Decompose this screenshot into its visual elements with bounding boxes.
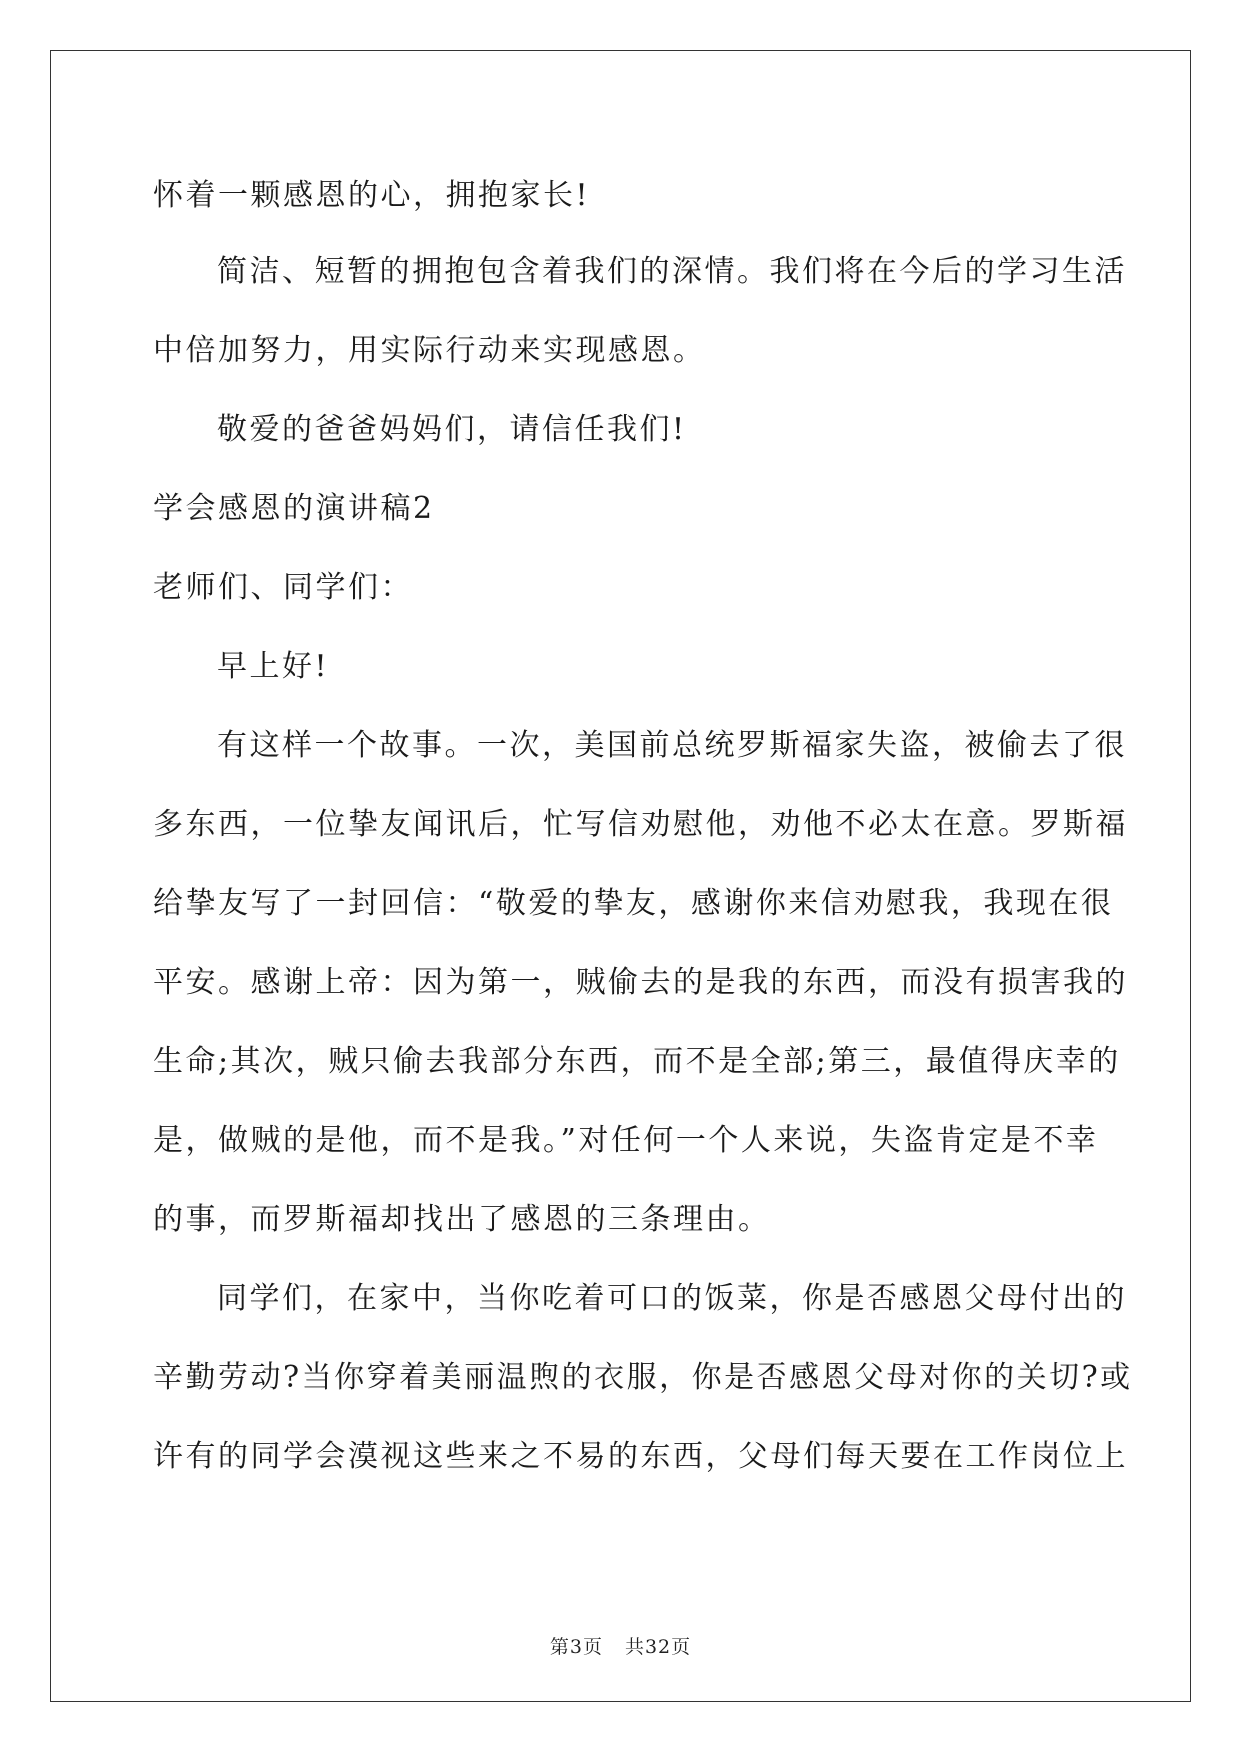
paragraph-line: 的事，而罗斯福却找出了感恩的三条理由。 [153, 1202, 771, 1237]
paragraph-line: 多东西，一位挚友闻讯后，忙写信劝慰他，劝他不必太在意。罗斯福 [153, 807, 1128, 842]
salutation: 老师们、同学们： [153, 570, 413, 605]
section-title: 学会感恩的演讲稿2 [153, 491, 435, 526]
paragraph-line: 是，做贼的是他，而不是我。”对任何一个人来说，失盗肯定是不幸 [153, 1123, 1099, 1158]
document-body [153, 160, 1133, 1496]
page-total: 共32页 [624, 1636, 692, 1658]
paragraph-line: 同学们，在家中，当你吃着可口的饭菜，你是否感恩父母付出的 [217, 1281, 1127, 1316]
page-number: 第3页 [549, 1636, 603, 1658]
paragraph-line: 辛勤劳动?当你穿着美丽温煦的衣服，你是否感恩父母对你的关切?或 [153, 1360, 1133, 1395]
paragraph-line: 许有的同学会漠视这些来之不易的东西，父母们每天要在工作岗位上 [153, 1439, 1128, 1474]
paragraph-line: 有这样一个故事。一次，美国前总统罗斯福家失盗，被偷去了很 [217, 728, 1127, 763]
paragraph-line: 平安。感谢上帝：因为第一，贼偷去的是我的东西，而没有损害我的 [153, 965, 1128, 1000]
paragraph-line: 怀着一颗感恩的心，拥抱家长! [153, 178, 591, 213]
greeting: 早上好! [217, 649, 330, 684]
paragraph-line: 生命;其次，贼只偷去我部分东西，而不是全部;第三，最值得庆幸的 [153, 1044, 1121, 1079]
paragraph-line: 简洁、短暂的拥抱包含着我们的深情。我们将在今后的学习生活 [217, 254, 1127, 289]
paragraph-line: 中倍加努力，用实际行动来实现感恩。 [153, 333, 706, 368]
paragraph-line: 敬爱的爸爸妈妈们，请信任我们! [217, 412, 687, 447]
paragraph-line: 给挚友写了一封回信：“敬爱的挚友，感谢你来信劝慰我，我现在很 [153, 886, 1114, 921]
page-footer [0, 1632, 1241, 1659]
